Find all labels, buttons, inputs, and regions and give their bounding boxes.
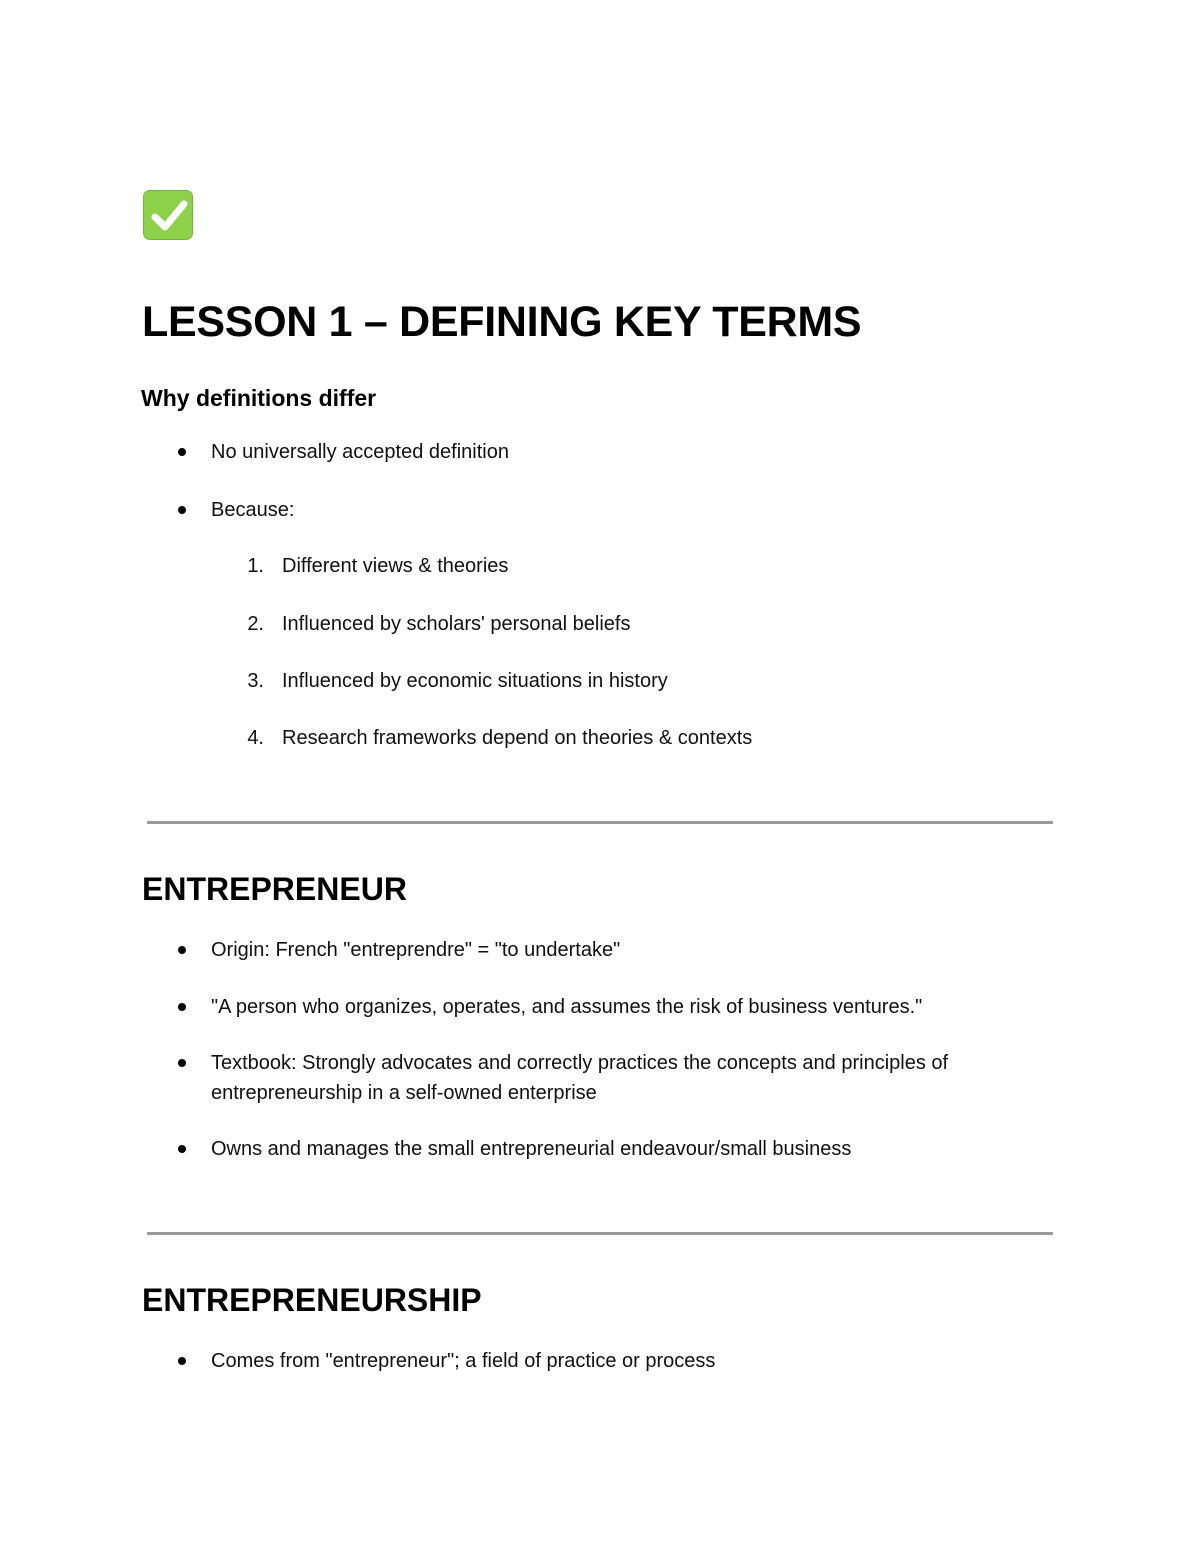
list-number: 4. (247, 727, 264, 749)
lesson-title: LESSON 1 – DEFINING KEY TERMS (142, 298, 862, 346)
list-item: Textbook: Strongly advocates and correctly practices the concepts and principles of (211, 1052, 949, 1074)
list-number: 2. (247, 613, 264, 635)
bullet-icon (178, 506, 186, 514)
reason-item: Research frameworks depend on theories & contexts (282, 727, 753, 749)
bullet-icon (178, 1145, 186, 1153)
section-divider (147, 1232, 1053, 1235)
list-item: Origin: French "entreprendre" = "to undertake" (211, 939, 621, 961)
reason-item: Influenced by scholars' personal beliefs (282, 613, 631, 635)
why-definitions-heading: Why definitions differ (141, 385, 377, 411)
bullet-icon (178, 946, 186, 954)
reason-item: Different views & theories (282, 555, 509, 577)
list-item: Because: (211, 499, 295, 521)
entrepreneur-heading: ENTREPRENEUR (142, 871, 407, 907)
bullet-icon (178, 1357, 186, 1365)
reason-item: Influenced by economic situations in history (282, 670, 668, 692)
list-number: 3. (247, 670, 264, 692)
list-item: Owns and manages the small entrepreneurial endeavour/small business (211, 1138, 852, 1160)
bullet-icon (178, 1003, 186, 1011)
section-divider (147, 821, 1053, 824)
bullet-icon (178, 448, 186, 456)
check-mark-button-icon (143, 190, 193, 240)
list-item: No universally accepted definition (211, 441, 509, 463)
bullet-icon (178, 1059, 186, 1067)
list-number: 1. (247, 555, 264, 577)
list-item-continuation: entrepreneurship in a self-owned enterprise (211, 1082, 597, 1104)
entrepreneurship-heading: ENTREPRENEURSHIP (142, 1282, 482, 1318)
list-item: Comes from "entrepreneur"; a field of practice or process (211, 1350, 716, 1372)
list-item: "A person who organizes, operates, and assumes the risk of business ventures." (211, 996, 923, 1018)
